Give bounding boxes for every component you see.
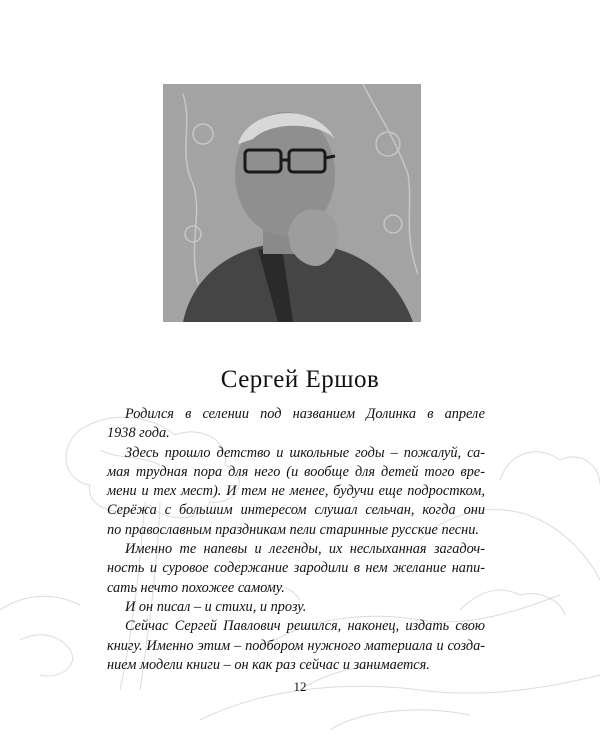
- bio-line: Сейчас Сергей Павлович решился, наконец, издать свою: [125, 618, 485, 635]
- bio-line: сать нечто похожее самому.: [107, 579, 285, 596]
- author-name: Сергей Ершов: [220, 366, 380, 393]
- bio-line: Серёжа с большим интересом слушал сельчан, когда они: [107, 502, 485, 519]
- bio-line: нием модели книги – он как раз сейчас и занимается.: [107, 656, 430, 673]
- biography-text: [107, 405, 485, 675]
- author-photo: [163, 84, 421, 322]
- bio-line: ность и суровое содержание зародили в нем желание напи-: [107, 560, 485, 577]
- portrait-photo-icon: [163, 84, 421, 322]
- bio-line: Здесь прошло детство и школьные годы – пожалуй, са-: [125, 444, 485, 461]
- bio-line: Именно те напевы и легенды, их неслыханная загадоч-: [125, 541, 485, 558]
- bio-line: Родился в селении под названием Долинка в апреле: [125, 406, 485, 422]
- bio-line: мая трудная пора для него (и вообще для детей того вре-: [107, 463, 485, 480]
- bio-line: книгу. Именно этим – подбором нужного материала и созда-: [107, 637, 485, 654]
- page-number: 12: [293, 679, 307, 694]
- bio-line: 1938 года.: [107, 425, 170, 442]
- bio-line: мени и тех мест). И тем не менее, будучи еще подростком,: [107, 483, 485, 500]
- bio-line: по православным праздникам пели старинные русские песни.: [107, 521, 479, 538]
- bio-line: И он писал – и стихи, и прозу.: [125, 598, 307, 615]
